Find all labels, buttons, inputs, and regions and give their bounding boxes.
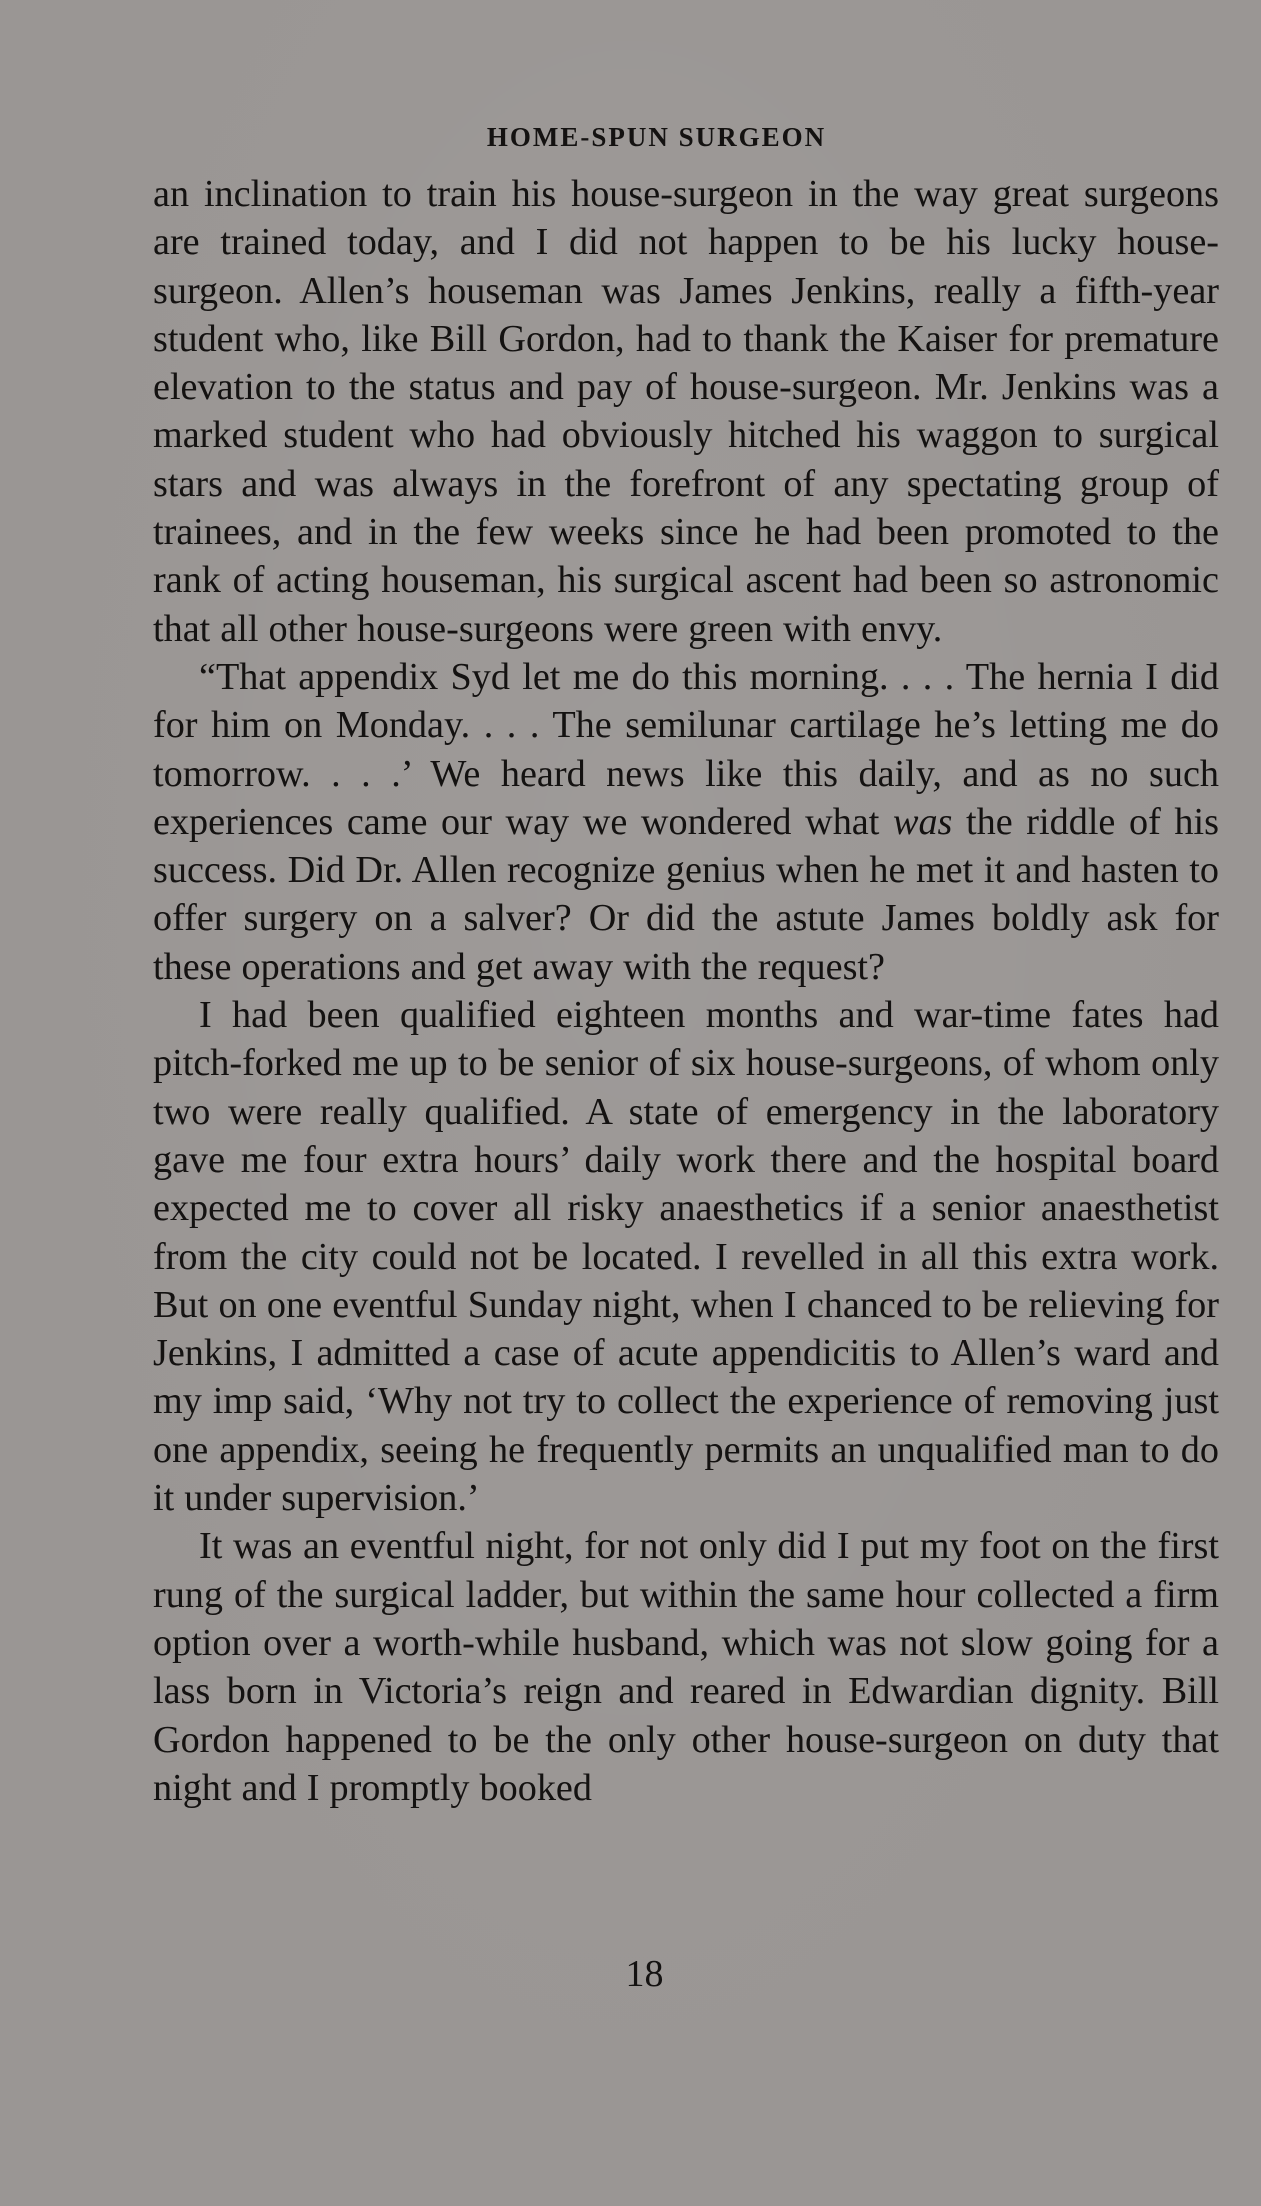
paragraph-1: an inclination to train his house-surgeon in the way great surgeons are trained today, and I did not happen to be his lucky house-surgeon. Allen’s houseman was James Jenkins, really a fifth-year student who, like Bill Gordon, had to thank the Kaiser for premature elevation to the status and pay of house-surgeon. Mr. Jenkins was a marked student who had obviously hitched his waggon to surgical stars and was always in the forefront of any spectating group of trainees, and in the few weeks since he had been promoted to the rank of acting houseman, his surgical ascent had been so astronomic that all other house-surgeons were green with envy. [153, 173, 1219, 650]
paragraph-2-text-end: the riddle of his success. Did Dr. Allen recognize genius when he met it and hasten to offer surgery on a salver? Or did the astute James boldly ask for these operations and get away with the request? [153, 800, 1219, 988]
running-head: HOME-SPUN SURGEON [486, 122, 827, 152]
paragraph-2-text-start: “That appendix Syd let me do this morning. . . . The hernia I did for him on Monday. . . . The semilunar cartilage he’s letting me do tomorrow. . . .’ We heard news like this daily, and as no such experiences came our way we wondered what [153, 655, 1219, 843]
paragraph-4: It was an eventful night, for not only did I put my foot on the first rung of the surgical ladder, but within the same hour collected a firm option over a worth-while husband, which was not slow going for a lass born in Victoria’s reign and reared in Edwardian dignity. Bill Gordon happened to be the only other house-surgeon on duty that night and I promptly booked [153, 1525, 1219, 1809]
paragraph-2 [153, 653, 1219, 991]
paragraph-3: I had been qualified eighteen months and war-time fates had pitch-forked me up to be senior of six house-surgeons, of whom only two were really qualified. A state of emergency in the laboratory gave me four extra hours’ daily work there and the hospital board expected me to cover all risky anaesthetics if a senior anaesthetist from the city could not be located. I revelled in all this extra work. But on one eventful Sunday night, when I chanced to be relieving for Jenkins, I admitted a case of acute appendicitis to Allen’s ward and my imp said, ‘Why not try to collect the experience of removing just one appendix, seeing he frequently permits an unqualified man to do it under supervision.’ [153, 994, 1219, 1520]
body-text [153, 170, 1219, 1812]
italic-word: was [892, 800, 953, 843]
page-number: 18 [625, 1953, 664, 1995]
